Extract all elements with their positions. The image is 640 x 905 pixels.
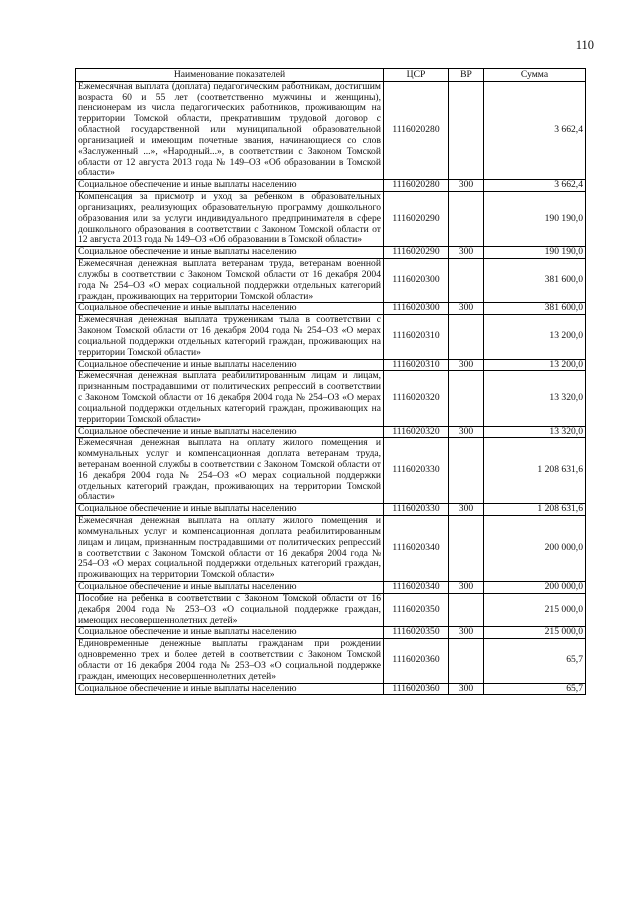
row-name: Ежемесячная денежная выплата на оплату жилого помещения и коммунальных услуг и компенсационная доплата ветеранам труда, ветеранам военной службы в соответствии с Законом Томской области от 16 декабря 2004 года № 254–ОЗ «О мерах социальной поддержки отдельных категорий граждан, проживающих на территории Томской области» — [76, 438, 384, 504]
row-vr — [449, 371, 484, 426]
row-sum: 65,7 — [484, 639, 586, 683]
table-row — [76, 303, 586, 315]
row-vr: 300 — [449, 359, 484, 371]
row-csr: 1116020350 — [384, 627, 449, 639]
column-header-csr: ЦСР — [384, 69, 449, 82]
row-name: Социальное обеспечение и иные выплаты населению — [76, 683, 384, 695]
table-row — [76, 359, 586, 371]
row-sum: 381 600,0 — [484, 303, 586, 315]
column-header-vr: ВР — [449, 69, 484, 82]
table-row — [76, 627, 586, 639]
row-sum: 3 662,4 — [484, 81, 586, 179]
row-csr: 1116020360 — [384, 683, 449, 695]
row-vr — [449, 516, 484, 582]
row-vr — [449, 259, 484, 303]
row-vr: 300 — [449, 303, 484, 315]
row-sum: 215 000,0 — [484, 627, 586, 639]
row-vr — [449, 81, 484, 179]
row-name: Ежемесячная денежная выплата труженикам тыла в соответствии с Законом Томской области от 16 декабря 2004 года № 254–ОЗ «О мерах социальной поддержки отдельных категорий граждан, проживающих на территории Томской области» — [76, 315, 384, 359]
row-vr — [449, 639, 484, 683]
row-vr — [449, 593, 484, 626]
table-row — [76, 192, 586, 247]
row-name: Ежемесячная денежная выплата реабилитированным лицам и лицам, признанным пострадавшими от политических репрессий в соответствии с Законом Томской области от 16 декабря 2004 года № 254–ОЗ «О мерах социальной поддержки отдельных категорий граждан, проживающих на территории Томской области» — [76, 371, 384, 426]
row-csr: 1116020280 — [384, 81, 449, 179]
row-sum: 13 200,0 — [484, 359, 586, 371]
row-name: Социальное обеспечение и иные выплаты населению — [76, 359, 384, 371]
row-name: Компенсация за присмотр и уход за ребенком в образовательных организациях, реализующих образовательную программу дошкольного образования или за услуги индивидуального предпринимателя в сфере дошкольного образования в соответствии с Законом Томской области от 12 августа 2013 года № 149–ОЗ «Об образовании в Томской области» — [76, 192, 384, 247]
column-header-sum: Сумма — [484, 69, 586, 82]
table-row — [76, 315, 586, 359]
table-row — [76, 438, 586, 504]
row-sum: 13 320,0 — [484, 371, 586, 426]
row-name: Ежемесячная денежная выплата ветеранам труда, ветеранам военной службы в соответствии с Законом Томской области от 16 декабря 2004 года № 254–ОЗ «О мерах социальной поддержки отдельных категорий граждан, проживающих на территории Томской области» — [76, 259, 384, 303]
row-csr: 1116020320 — [384, 426, 449, 438]
row-name: Социальное обеспечение и иные выплаты населению — [76, 180, 384, 192]
row-vr — [449, 315, 484, 359]
row-vr: 300 — [449, 504, 484, 516]
row-vr — [449, 192, 484, 247]
row-csr: 1116020350 — [384, 593, 449, 626]
row-name: Ежемесячная выплата (доплата) педагогическим работникам, достигшим возраста 60 и 55 лет (соответственно мужчины и женщины), пенсионерам из числа педагогических работников, проживающим на территории Томской области, прекратившим трудовой договор с областной государственной или муниципальной образовательной организацией и имеющим почетные звания, начинающиеся со слов «Заслуженный ...», «Народный...», в соответствии с Законом Томской области от 12 августа 2013 года № 149–ОЗ «Об образовании в Томской области» — [76, 81, 384, 179]
row-csr: 1116020330 — [384, 438, 449, 504]
table-row — [76, 516, 586, 582]
table-header-row — [76, 69, 586, 82]
column-header-name: Наименование показателей — [76, 69, 384, 82]
row-name: Социальное обеспечение и иные выплаты населению — [76, 303, 384, 315]
table-row — [76, 259, 586, 303]
row-sum: 200 000,0 — [484, 582, 586, 594]
row-vr — [449, 438, 484, 504]
row-name: Социальное обеспечение и иные выплаты населению — [76, 426, 384, 438]
row-vr: 300 — [449, 627, 484, 639]
row-sum: 215 000,0 — [484, 593, 586, 626]
row-csr: 1116020310 — [384, 359, 449, 371]
table-row — [76, 683, 586, 695]
row-vr: 300 — [449, 180, 484, 192]
row-sum: 13 200,0 — [484, 315, 586, 359]
row-sum: 65,7 — [484, 683, 586, 695]
table-row — [76, 426, 586, 438]
row-name: Ежемесячная денежная выплата на оплату жилого помещения и коммунальных услуг и компенсационная доплата реабилитированным лицам и лицам, признанным пострадавшими от политических репрессий в соответствии с Законом Томской области от 16 декабря 2004 года № 254–ОЗ «О мерах социальной поддержки отдельных категорий граждан, проживающих на территории Томской области» — [76, 516, 384, 582]
row-csr: 1116020300 — [384, 259, 449, 303]
row-sum: 1 208 631,6 — [484, 504, 586, 516]
table-row — [76, 247, 586, 259]
row-csr: 1116020360 — [384, 639, 449, 683]
row-vr: 300 — [449, 247, 484, 259]
row-name: Социальное обеспечение и иные выплаты населению — [76, 582, 384, 594]
row-csr: 1116020290 — [384, 247, 449, 259]
row-csr: 1116020330 — [384, 504, 449, 516]
row-vr: 300 — [449, 426, 484, 438]
table-row — [76, 180, 586, 192]
row-csr: 1116020280 — [384, 180, 449, 192]
table-row — [76, 593, 586, 626]
row-sum: 200 000,0 — [484, 516, 586, 582]
table-row — [76, 371, 586, 426]
row-sum: 13 320,0 — [484, 426, 586, 438]
row-sum: 381 600,0 — [484, 259, 586, 303]
row-csr: 1116020290 — [384, 192, 449, 247]
row-csr: 1116020300 — [384, 303, 449, 315]
page-number: 110 — [575, 38, 594, 52]
table-row — [76, 582, 586, 594]
table-row — [76, 639, 586, 683]
row-name: Социальное обеспечение и иные выплаты населению — [76, 504, 384, 516]
row-name: Социальное обеспечение и иные выплаты населению — [76, 247, 384, 259]
row-vr: 300 — [449, 582, 484, 594]
table-row — [76, 504, 586, 516]
row-vr: 300 — [449, 683, 484, 695]
row-name: Социальное обеспечение и иные выплаты населению — [76, 627, 384, 639]
row-name: Единовременные денежные выплаты гражданам при рождении одновременно трех и более детей в соответствии с Законом Томской области от 16 декабря 2004 года № 253–ОЗ «О социальной поддержке граждан, имеющих несовершеннолетних детей» — [76, 639, 384, 683]
row-csr: 1116020340 — [384, 516, 449, 582]
row-csr: 1116020340 — [384, 582, 449, 594]
row-csr: 1116020310 — [384, 315, 449, 359]
budget-table — [75, 68, 586, 695]
row-sum: 3 662,4 — [484, 180, 586, 192]
table-row — [76, 81, 586, 179]
row-sum: 190 190,0 — [484, 192, 586, 247]
row-sum: 1 208 631,6 — [484, 438, 586, 504]
row-csr: 1116020320 — [384, 371, 449, 426]
row-name: Пособие на ребенка в соответствии с Законом Томской области от 16 декабря 2004 года № 253–ОЗ «О социальной поддержке граждан, имеющих несовершеннолетних детей» — [76, 593, 384, 626]
row-sum: 190 190,0 — [484, 247, 586, 259]
